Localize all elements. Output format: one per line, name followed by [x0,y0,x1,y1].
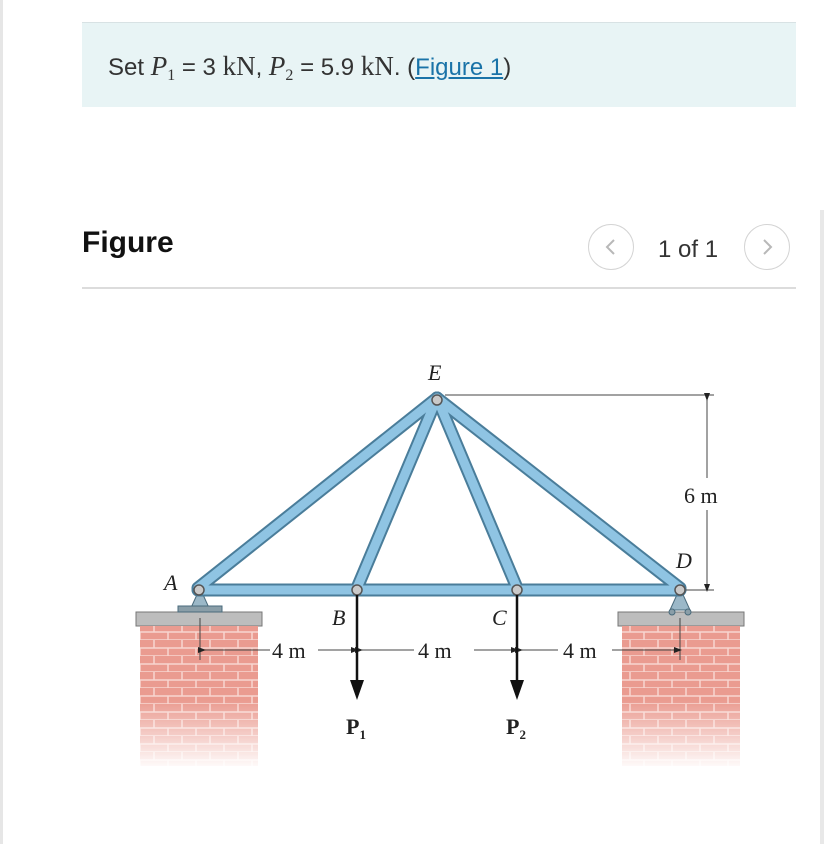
truss-members [198,398,680,590]
chevron-right-icon [760,237,774,257]
figure-heading: Figure [82,226,174,259]
next-figure-button[interactable] [744,224,790,270]
p2-value: = 5.9 [300,54,355,81]
joint-d-label: D [676,548,692,573]
problem-text: Set $P_1 = 3$ kN, $P_2 = 5.9$ kN. (Figure 1) [108,51,512,84]
left-pillar [136,612,262,770]
figure-divider [82,287,796,289]
figure-pager [588,224,796,272]
right-pillar [618,612,744,770]
pin-b [352,585,362,595]
problem-prefix: Set [108,54,145,81]
p1-value: = 3 [181,54,216,81]
span2-label: 4 m [418,638,452,663]
height-label: 6 m [684,483,718,508]
page-indicator: 1 of 1 [658,236,719,263]
chevron-left-icon [604,237,618,257]
left-frame-border [0,0,3,844]
joint-c-label: C [492,605,507,630]
problem-statement [82,22,796,107]
pin-d [675,585,685,595]
pin-e [432,395,442,405]
right-scrollbar-track[interactable] [820,210,824,844]
p1-unit: kN [222,51,256,81]
p2-unit: kN [360,51,394,81]
height-dimension [445,395,714,590]
joint-e-label: E [428,360,442,385]
joint-b-label: B [332,605,346,630]
pin-c [512,585,522,595]
figure-link[interactable]: Figure 1 [415,54,504,81]
joint-a-label: A [164,570,178,595]
load-p1-label: $P_1$ [346,714,366,742]
span1-label: 4 m [272,638,306,663]
previous-figure-button[interactable] [588,224,634,270]
p1-symbol: $P_1$ [150,51,176,84]
span3-label: 4 m [563,638,597,663]
joint-pins [194,395,685,595]
p2-symbol: $P_2$ [268,51,294,84]
pin-a [194,585,204,595]
load-p2-label: $P_2$ [506,714,526,742]
truss-diagram [120,350,760,790]
